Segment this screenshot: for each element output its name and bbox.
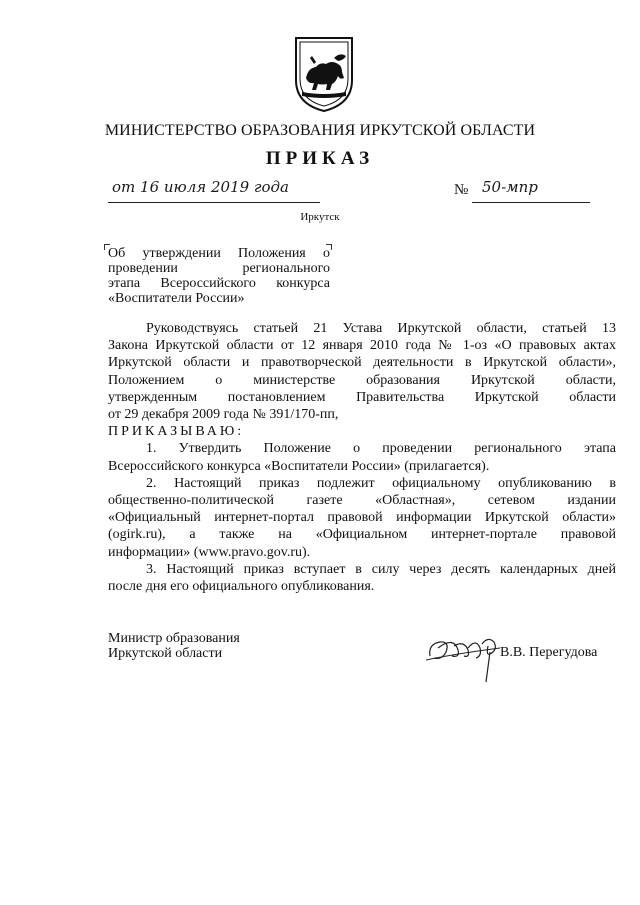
handwritten-date: от 16 июля 2019 года <box>112 178 289 196</box>
order-word: ПРИКАЗЫВАЮ: <box>108 424 245 440</box>
signatory-name: В.В. Перегудова <box>500 645 598 660</box>
item-2-line: (ogirk.ru), а также на «Официальном интернет-портале правовой <box>108 527 616 543</box>
preamble-line: Закона Иркутской области от 12 января 2010 года № 1-оз «О правовых актах <box>108 338 616 354</box>
subject-line: «Воспитатели России» <box>108 291 245 306</box>
preamble-line: от 29 декабря 2009 года № 391/170-пп, <box>108 407 339 423</box>
document-type-title: ПРИКАЗ <box>265 148 375 169</box>
item-2-line: «Официальный интернет-портал правовой информации Иркутской области» <box>108 510 616 526</box>
signatory-title-line: Министр образования <box>108 631 240 646</box>
preamble-line: Руководствуясь статьей 21 Устава Иркутской области, статьей 13 <box>146 321 616 336</box>
item-3-line: после дня его официального опубликования. <box>108 579 375 595</box>
signatory-title-line: Иркутской области <box>108 646 223 661</box>
number-label: № <box>454 182 469 198</box>
preamble-line: Положением о министерстве образования Иркутской области, <box>108 372 616 388</box>
subject-line: этапа Всероссийского конкурса <box>108 276 330 291</box>
item-2-line: общественно-политической газете «Областная», сетевом издании <box>108 493 616 509</box>
item-1-line: Всероссийского конкурса «Воспитатели России» (прилагается). <box>108 458 490 474</box>
city-name: Иркутск <box>300 211 340 223</box>
signatory-title <box>108 631 240 661</box>
item-2-line: 2. Настоящий приказ подлежит официальному опубликованию в <box>146 475 616 491</box>
subject-line: проведении регионального <box>108 261 330 276</box>
coat-of-arms-emblem <box>292 34 356 114</box>
item-1-line: 1. Утвердить Положение о проведении регионального этапа <box>146 441 616 457</box>
item-3-line: 3. Настоящий приказ вступает в силу через десять календарных дней <box>146 561 616 577</box>
preamble-line: утвержденным постановлением Правительства Иркутской области <box>108 389 616 405</box>
subject-line: Об утверждении Положения о <box>108 246 330 261</box>
date-field <box>108 178 320 203</box>
order-body <box>108 320 616 595</box>
handwritten-signature <box>424 626 508 686</box>
item-2-line: информации» (www.pravo.gov.ru). <box>108 544 311 560</box>
number-field <box>472 178 590 203</box>
ministry-name: МИНИСТЕРСТВО ОБРАЗОВАНИЯ ИРКУТСКОЙ ОБЛАСТИ <box>104 122 536 139</box>
preamble-line: Иркутской области и правотворческой деятельности в Иркутской области», <box>108 355 616 371</box>
order-subject <box>108 246 330 306</box>
handwritten-number: 50-мпр <box>482 178 538 196</box>
